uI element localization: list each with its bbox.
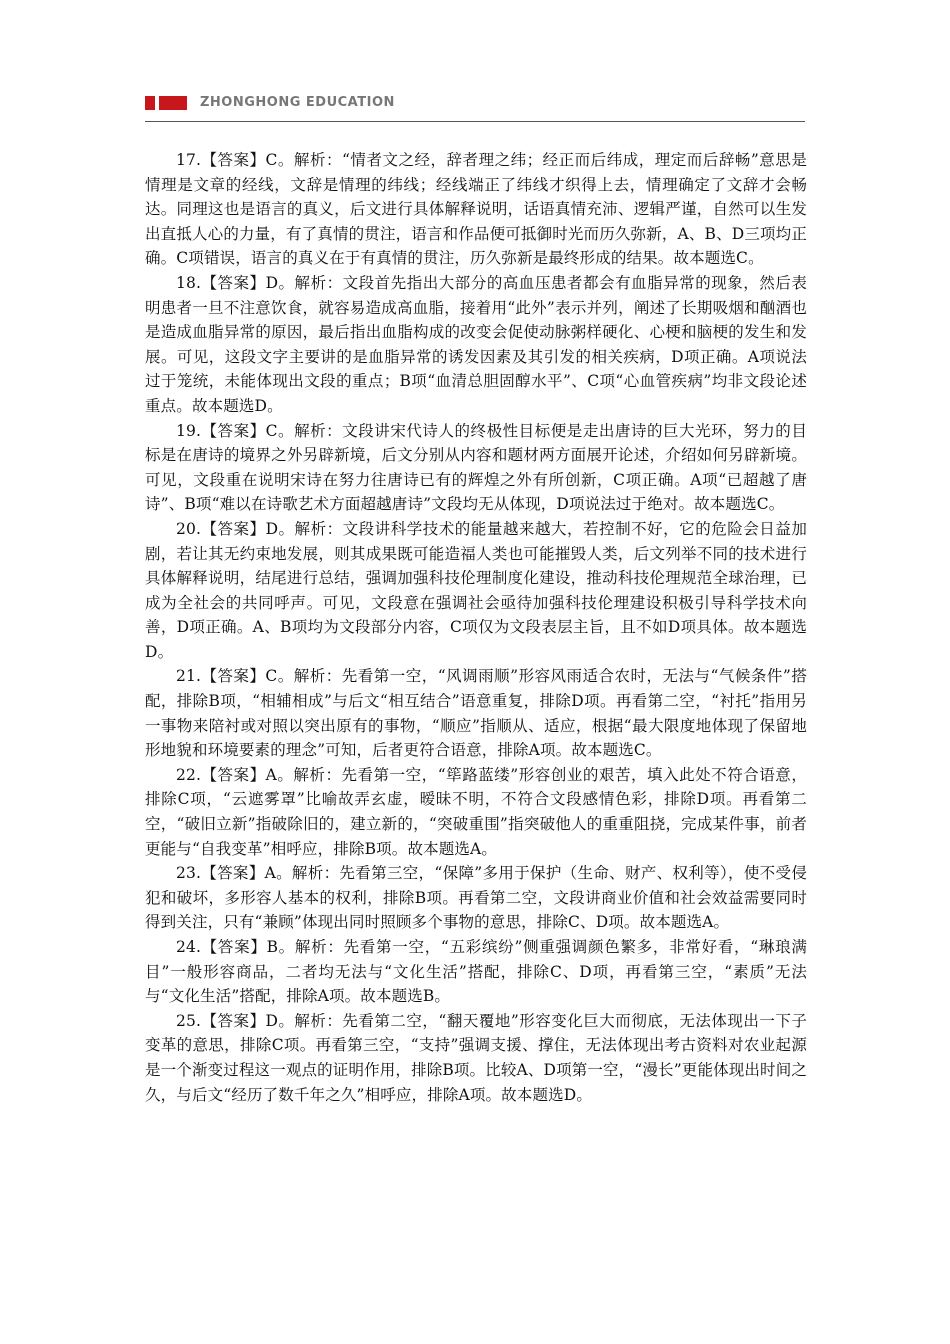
brand-logo-icon xyxy=(145,96,187,110)
answer-17: 17.【答案】C。解析：“情者文之经，辞者理之纬；经正而后纬成，理定而后辞畅”意思是情理是文章的经线，文辞是情理的纬线；经线端正了纬线才织得上去，情理确定了文辞才会畅达。同理这也是语言的真义，后文进行具体解释说明，话语真情充沛、逻辑严谨，自然可以生发出直抵人心的力量，有了真情的贯注，语言和作品便可抵御时光而历久弥新，A、B、D三项均正确。C项错误，语言的真义在于有真情的贯注，历久弥新是最终形成的结果。故本题选C。 xyxy=(145,151,807,268)
answer-18: 18.【答案】D。解析：文段首先指出大部分的高血压患者都会有血脂异常的现象，然后表明患者一旦不注意饮食，就容易造成高血脂，接着用“此外”表示并列，阐述了长期吸烟和酗酒也是造成血脂异常的原因，最后指出血脂构成的改变会促使动脉粥样硬化、心梗和脑梗的发生和发展。可见，这段文字主要讲的是血脂异常的诱发因素及其引发的相关疾病，D项正确。A项说法过于笼统，未能体现出文段的重点；B项“血清总胆固醇水平”、C项“心血管疾病”均非文段论述重点。故本题选D。 xyxy=(145,273,807,415)
brand-logo-text: ZHONGHONG EDUCATION xyxy=(200,96,395,110)
header-divider xyxy=(145,121,805,122)
answer-23: 23.【答案】A。解析：先看第三空，“保障”多用于保护（生命、财产、权利等），使不受侵犯和破坏，多形容人基本的权利，排除B项。再看第二空，文段讲商业价值和社会效益需要同时得到关注，只有“兼顾”体现出同时照顾多个事物的意思，排除C、D项。故本题选A。 xyxy=(145,864,807,932)
answer-21: 21.【答案】C。解析：先看第一空，“风调雨顺”形容风雨适合农时，无法与“气候条件”搭配，排除B项，“相辅相成”与后文“相互结合”语意重复，排除D项。再看第二空，“衬托”指用另一事物来陪衬或对照以突出原有的事物，“顺应”指顺从、适应，根据“最大限度地体现了保留地形地貌和环境要素的理念”可知，后者更符合语意，排除A项。故本题选C。 xyxy=(145,667,807,760)
answer-24: 24.【答案】B。解析：先看第一空，“五彩缤纷”侧重强调颜色繁多，非常好看，“琳琅满目”一般形容商品，二者均无法与“文化生活”搭配，排除C、D项，再看第三空，“素质”无法与“文化生活”搭配，排除A项。故本题选B。 xyxy=(145,938,807,1006)
answer-25: 25.【答案】D。解析：先看第二空，“翻天覆地”形容变化巨大而彻底，无法体现出一下子变革的意思，排除C项。再看第三空，“支持”强调支援、撑住，无法体现出考古资料对农业起源是一个渐变过程这一观点的证明作用，排除B项。比较A、D项第一空，“漫长”更能体现出时间之久，与后文“经历了数千年之久”相呼应，排除A项。故本题选D。 xyxy=(145,1011,807,1104)
answer-20: 20.【答案】D。解析：文段讲科学技术的能量越来越大，若控制不好，它的危险会日益加剧，若让其无约束地发展，则其成果既可能造福人类也可能摧毁人类，后文列举不同的技术进行具体解释说明，结尾进行总结，强调加强科技伦理制度化建设，推动科技伦理规范全球治理，已成为全社会的共同呼声。可见，文段意在强调社会亟待加强科技伦理建设积极引导科学技术向善，D项正确。A、B项均为文段部分内容，C项仅为文段表层主旨，且不如D项具体。故本题选D。 xyxy=(145,519,807,661)
answer-22: 22.【答案】A。解析：先看第一空，“筚路蓝缕”形容创业的艰苦，填入此处不符合语意，排除C项，“云遮雾罩”比喻故弄玄虚，暧昧不明，不符合文段感情色彩，排除D项。再看第二空，“破旧立新”指破除旧的，建立新的，“突破重围”指突破他人的重重阻挠，完成某件事，前者更能与“自我变革”相呼应，排除B项。故本题选A。 xyxy=(145,765,807,858)
answer-explanations xyxy=(145,148,807,1107)
page-header xyxy=(0,0,950,122)
answer-19: 19.【答案】C。解析：文段讲宋代诗人的终极性目标便是走出唐诗的巨大光环，努力的目标是在唐诗的境界之外另辟新境，后文分别从内容和题材两方面展开论述，介绍如何另辟新境。可见，文段重在说明宋诗在努力往唐诗已有的辉煌之外有所创新，C项正确。A项“已超越了唐诗”、B项“难以在诗歌艺术方面超越唐诗”文段均无从体现，D项说法过于绝对。故本题选C。 xyxy=(145,421,807,514)
